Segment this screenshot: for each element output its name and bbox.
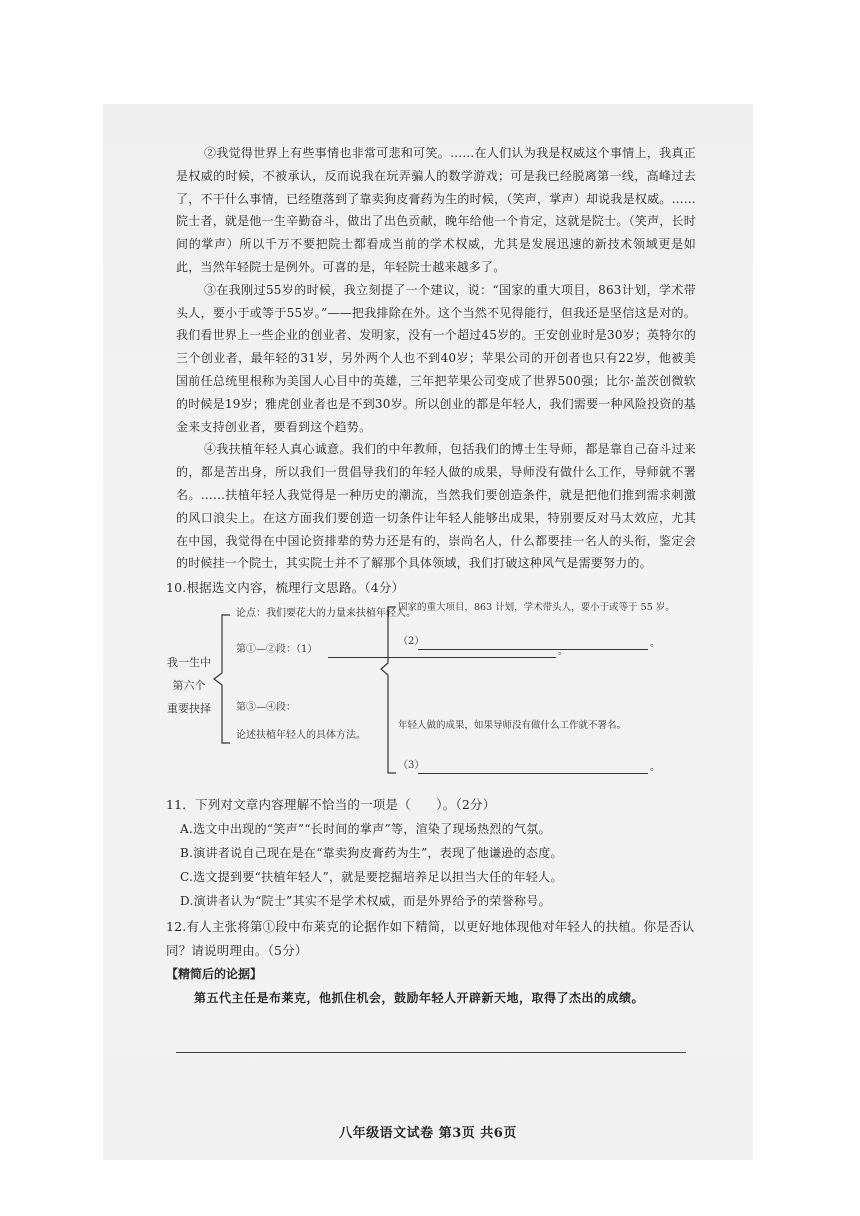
method-4-label: （3） (398, 760, 425, 772)
method-label: 论述扶植年轻人的具体方法。 (236, 730, 366, 742)
paragraph-4: ④我扶植年轻人真心诚意。我们的中年教师，包括我们的博士生导师，都是靠自己奋斗过来的，都是苦出身，所以我们一贯倡导我们的年轻人做的成果，导师没有做什么工作，导师就不署名。……扶植年轻人我觉得是一种历史的潮流，当然我们要创造条件，就是把他们推到需求刺激的风口浪尖上。在这方面我们要创造一切条件让年轻人能够出成果，特别要反对马太效应，尤其在中国，我觉得在中国论资排辈的势力还是有的，崇尚名人，什么都要挂一名人的头衔，鉴定会的时候挂一个院士，其实院士并不了解那个具体领域，我们打破这种风气是需要努力的。 (176, 442, 696, 571)
section-1-2-label: 第①—②段：（1） (236, 644, 318, 656)
brace-lines (166, 599, 706, 791)
blank-2-period: 。 (650, 638, 660, 650)
blank-1-period: 。 (558, 646, 568, 658)
question-10-title: 10.根据选文内容，梳理行文思路。（4分） (166, 580, 405, 596)
thesis-label: 论点：我们要花大的力量来扶植年轻人。 (236, 608, 416, 620)
paragraph-3: ③在我刚过55岁的时候，我立刻提了一个建议，说：“国家的重大项目，863计划，学术带头人，要小于或等于55岁。”——把我排除在外。这个当然不见得能行，但我还是坚信这是对的。我们看世界上一些企业的创业者、发明家，没有一个超过45岁的。王安创业时是30岁；英特尔的三个创业者，最年轻的31岁，另外两个人也不到40岁；苹果公司的开创者也只有22岁，他被美国前任总统里根称为美国人心目中的英雄，三年把苹果公司变成了世界500强；比尔·盖茨创微软的时候是19岁；雅虎创业者也是不到30岁。所以创业的都是年轻人，我们需要一种风险投资的基金来支持创业者，要看到这个趋势。 (176, 282, 696, 434)
option-a[interactable]: A.选文中出现的“笑声”“长时间的掌声”等，渲染了现场热烈的气氛。 (180, 822, 551, 837)
answer-blank-2[interactable] (418, 649, 648, 650)
diagram-side-label (166, 651, 212, 720)
condensed-evidence-text: 第五代主任是布莱克，他抓住机会，鼓励年轻人开辟新天地，取得了杰出的成绩。 (194, 991, 645, 1006)
option-b[interactable]: B.演讲者说自己现在是在“靠卖狗皮膏药为生”，表现了他谦逊的态度。 (180, 846, 563, 861)
blank-3-period: 。 (650, 762, 660, 774)
exam-paper (103, 104, 753, 1160)
question-12-title: 12.有人主张将第①段中布莱克的论据作如下精简，以更好地体现他对年轻人的扶植。你是否认同？请说明理由。（5分） (166, 919, 695, 959)
thinking-map (166, 599, 696, 791)
side-line-2: 第六个 (172, 679, 206, 693)
paragraph-2: ②我觉得世界上有些事情也非常可悲和可笑。……在人们认为我是权威这个事情上，我真正是权威的时候，不被承认，反而说我在玩弄骗人的数学游戏；可是我已经脱离第一线，高峰过去了，不干什么事情，已经堕落到了靠卖狗皮膏药为生的时候，（笑声，掌声）却说我是权威。……院士者，就是他一生辛勤奋斗，做出了出色贡献，晚年给他一个肯定，这就是院士。（笑声，长时间的掌声）所以千万不要把院士都看成当前的学术权威，尤其是发展迅速的新技术领域更是如此，当然年轻院士是例外。可喜的是，年轻院士越来越多了。 (176, 146, 696, 274)
option-c[interactable]: C.选文提到要“扶植年轻人”，就是要挖掘培养足以担当大任的年轻人。 (180, 870, 563, 885)
answer-blank-3[interactable] (418, 773, 648, 774)
method-3: 年轻人做的成果，如果导师没有做什么工作就不署名。 (398, 720, 627, 732)
side-line-1: 我一生中 (167, 656, 211, 670)
method-2-label: （2） (398, 636, 425, 648)
section-3-4-label: 第③—④段： (236, 702, 296, 714)
option-d[interactable]: D.演讲者认为“院士”其实不是学术权威，而是外界给予的荣誉称号。 (180, 894, 551, 909)
method-1: 国家的重大项目，863 计划，学术带头人，要小于或等于 55 岁。 (398, 602, 675, 614)
question-11-title: 11．下列对文章内容理解不恰当的一项是（ ）。（2分） (166, 797, 496, 813)
answer-blank-1[interactable] (328, 657, 556, 658)
page-footer: 八年级语文试卷 第3页 共6页 (339, 1126, 517, 1141)
side-line-3: 重要抉择 (167, 702, 211, 716)
paper-content (166, 142, 696, 1011)
question-11-options (176, 817, 696, 913)
answer-line[interactable] (176, 1052, 686, 1053)
condensed-evidence-heading: 【精简后的论据】 (166, 967, 263, 982)
